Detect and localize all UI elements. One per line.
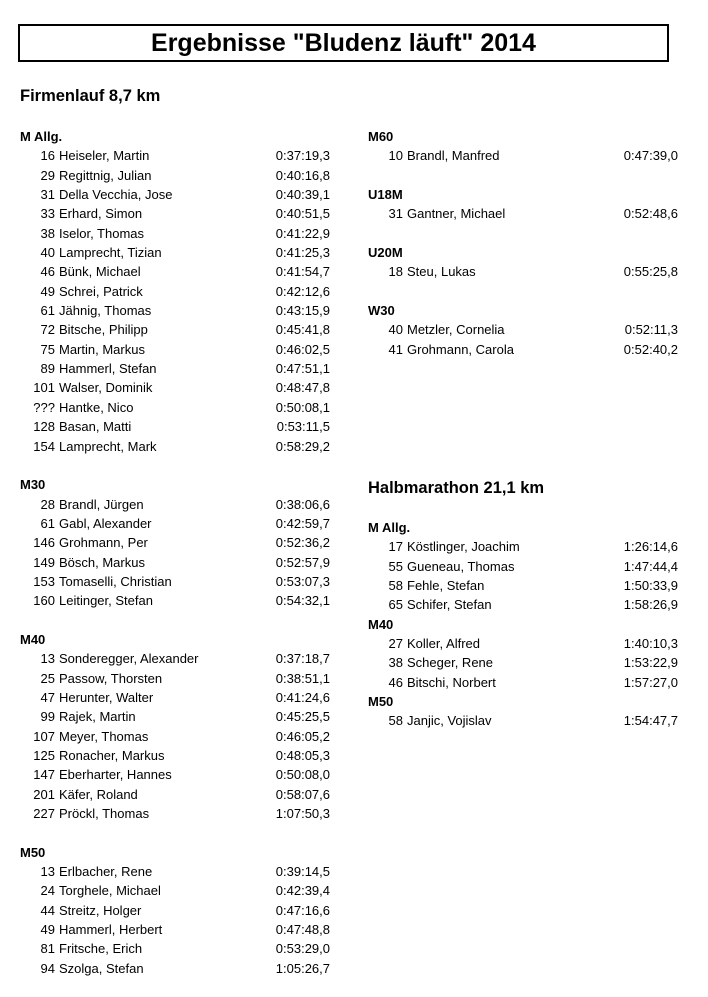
- halbmarathon-column: [368, 518, 678, 731]
- race-heading-firmenlauf: Firmenlauf 8,7 km: [20, 87, 161, 105]
- finish-time: 0:47:48,8: [275, 922, 330, 938]
- finish-time: 0:54:32,1: [275, 593, 330, 609]
- result-row: [20, 417, 330, 436]
- runner-name: Lamprecht, Tizian: [59, 245, 162, 261]
- runner-name: Basan, Matti: [59, 419, 132, 435]
- bib-number: 49: [40, 922, 55, 938]
- group-spacer: [20, 823, 330, 842]
- result-row: [20, 862, 330, 881]
- runner-name: Bitschi, Norbert: [407, 674, 496, 690]
- runner-name: Fehle, Stefan: [407, 578, 485, 594]
- bib-number: 31: [40, 187, 55, 203]
- firmenlauf-right-column: [368, 127, 678, 359]
- runner-name: Köstlinger, Joachim: [407, 539, 520, 555]
- result-row: [20, 765, 330, 784]
- finish-time: 0:40:51,5: [275, 206, 330, 222]
- finish-time: 0:37:18,7: [275, 651, 330, 667]
- runner-name: Hammerl, Stefan: [59, 361, 157, 377]
- result-row: [20, 727, 330, 746]
- bib-number: 47: [40, 689, 55, 705]
- bib-number: 72: [40, 322, 55, 338]
- finish-time: 0:46:05,2: [275, 728, 330, 744]
- result-row: [368, 262, 678, 281]
- finish-time: 0:47:51,1: [275, 361, 330, 377]
- bib-number: 10: [388, 148, 403, 164]
- bib-number: 227: [33, 806, 55, 822]
- result-row: [368, 340, 678, 359]
- bib-number: 18: [388, 264, 403, 280]
- bib-number: 125: [33, 748, 55, 763]
- result-row: [20, 495, 330, 514]
- finish-time: 0:46:02,5: [275, 341, 330, 357]
- runner-name: Ronacher, Markus: [59, 748, 165, 763]
- finish-time: 0:48:05,3: [275, 748, 330, 763]
- bib-number: 49: [40, 283, 55, 299]
- category-heading: M30: [20, 477, 46, 493]
- runner-name: Regittnig, Julian: [59, 167, 152, 183]
- category-heading: M Allg.: [368, 520, 411, 535]
- runner-name: Erlbacher, Rene: [59, 864, 153, 880]
- bib-number: 38: [40, 225, 55, 241]
- finish-time: 1:53:22,9: [623, 655, 678, 671]
- bib-number: 160: [33, 593, 55, 609]
- finish-time: 0:43:15,9: [275, 303, 330, 319]
- result-row: [20, 204, 330, 223]
- runner-name: Bösch, Markus: [59, 554, 145, 570]
- runner-name: Meyer, Thomas: [59, 728, 149, 744]
- runner-name: Steu, Lukas: [407, 264, 476, 280]
- category-heading: W30: [368, 303, 395, 319]
- result-row: [20, 707, 330, 726]
- bib-number: 40: [388, 322, 403, 338]
- bib-number: ???: [33, 399, 55, 415]
- runner-name: Schifer, Stefan: [407, 597, 492, 613]
- runner-name: Käfer, Roland: [59, 786, 138, 802]
- category-heading: M50: [20, 844, 46, 860]
- runner-name: Bünk, Michael: [59, 264, 141, 280]
- result-row: [368, 537, 678, 556]
- result-row: [20, 437, 330, 456]
- bib-number: 13: [40, 864, 55, 880]
- bib-number: 25: [40, 670, 55, 686]
- bib-number: 75: [40, 341, 55, 357]
- runner-name: Grohmann, Carola: [407, 341, 514, 357]
- category-heading: M60: [368, 129, 394, 144]
- result-row: [20, 166, 330, 185]
- finish-time: 0:52:36,2: [275, 535, 330, 551]
- result-row: [20, 185, 330, 204]
- runner-name: Leitinger, Stefan: [59, 593, 153, 609]
- finish-time: 0:53:29,0: [275, 941, 330, 957]
- bib-number: 46: [388, 674, 403, 690]
- result-row: [20, 553, 330, 572]
- result-row: [368, 595, 678, 614]
- category-heading: M40: [368, 616, 394, 632]
- result-row: [368, 711, 678, 730]
- runner-name: Scheger, Rene: [407, 655, 494, 671]
- race-heading-halbmarathon: Halbmarathon 21,1 km: [368, 479, 545, 497]
- bib-number: 149: [33, 554, 55, 570]
- finish-time: 0:47:16,6: [275, 902, 330, 918]
- runner-name: Metzler, Cornelia: [407, 322, 505, 338]
- finish-time: 1:47:44,4: [623, 558, 678, 574]
- result-row: [20, 920, 330, 939]
- runner-name: Torghele, Michael: [59, 883, 161, 899]
- bib-number: 101: [33, 380, 55, 396]
- result-row: [20, 243, 330, 262]
- group-spacer: [368, 282, 678, 301]
- result-row: [368, 204, 678, 223]
- bib-number: 146: [33, 535, 55, 551]
- bib-number: 29: [40, 167, 55, 183]
- bib-number: 31: [388, 206, 403, 222]
- runner-name: Grohmann, Per: [59, 535, 148, 551]
- bib-number: 40: [40, 245, 55, 261]
- runner-name: Sonderegger, Alexander: [59, 651, 199, 667]
- runner-name: Lamprecht, Mark: [59, 438, 157, 454]
- finish-time: 0:42:12,6: [275, 283, 330, 299]
- finish-time: 0:39:14,5: [275, 864, 330, 880]
- category-heading: M40: [20, 631, 46, 647]
- finish-time: 0:38:51,1: [275, 670, 330, 686]
- result-row: [20, 939, 330, 958]
- result-row: [20, 146, 330, 165]
- bib-number: 65: [388, 597, 403, 613]
- finish-time: 0:52:40,2: [623, 341, 678, 357]
- bib-number: 128: [33, 419, 55, 435]
- result-row: [20, 669, 330, 688]
- bib-number: 58: [388, 578, 403, 594]
- bib-number: 16: [40, 148, 55, 164]
- finish-time: 0:41:54,7: [275, 264, 330, 280]
- runner-name: Rajek, Martin: [59, 709, 136, 725]
- runner-name: Passow, Thorsten: [59, 670, 163, 686]
- finish-time: 1:05:26,7: [275, 960, 330, 976]
- runner-name: Gantner, Michael: [407, 206, 506, 222]
- bib-number: 201: [33, 786, 55, 802]
- firmenlauf-left-column: [20, 127, 330, 978]
- runner-name: Della Vecchia, Jose: [59, 187, 173, 203]
- bib-number: 28: [40, 496, 55, 512]
- bib-number: 147: [33, 767, 55, 783]
- result-row: [20, 572, 330, 591]
- result-row: [368, 320, 678, 339]
- finish-time: 1:58:26,9: [623, 597, 678, 613]
- bib-number: 153: [33, 573, 55, 589]
- finish-time: 0:50:08,1: [275, 399, 330, 415]
- document-title: Ergebnisse "Bludenz läuft" 2014: [151, 28, 536, 57]
- group-spacer: [368, 224, 678, 243]
- bib-number: 89: [40, 361, 55, 377]
- bib-number: 24: [40, 883, 55, 899]
- runner-name: Fritsche, Erich: [59, 941, 143, 957]
- bib-number: 99: [40, 709, 55, 725]
- finish-time: 0:42:39,4: [275, 883, 330, 899]
- finish-time: 0:52:11,3: [624, 322, 678, 338]
- runner-name: Jähnig, Thomas: [59, 303, 152, 319]
- finish-time: 0:45:41,8: [275, 322, 330, 338]
- result-row: [20, 378, 330, 397]
- result-row: [368, 634, 678, 653]
- result-row: [20, 804, 330, 823]
- result-row: [20, 320, 330, 339]
- result-row: [20, 881, 330, 900]
- finish-time: 1:50:33,9: [623, 578, 678, 594]
- result-row: [20, 301, 330, 320]
- finish-time: 0:58:29,2: [275, 438, 330, 454]
- finish-time: 0:40:39,1: [275, 187, 330, 203]
- bib-number: 27: [388, 636, 403, 652]
- group-spacer: [20, 611, 330, 630]
- result-row: [20, 514, 330, 533]
- bib-number: 154: [33, 438, 55, 454]
- document-title-box: [18, 24, 669, 62]
- bib-number: 41: [388, 341, 403, 357]
- runner-name: Janjic, Vojislav: [407, 713, 492, 729]
- runner-name: Erhard, Simon: [59, 206, 143, 222]
- finish-time: 0:53:07,3: [275, 573, 330, 589]
- runner-name: Tomaselli, Christian: [59, 573, 172, 589]
- finish-time: 0:41:22,9: [275, 225, 330, 241]
- bib-number: 61: [40, 303, 55, 319]
- result-row: [20, 533, 330, 552]
- runner-name: Brandl, Manfred: [407, 148, 500, 164]
- runner-name: Gueneau, Thomas: [407, 558, 515, 574]
- category-heading: U20M: [368, 245, 403, 261]
- finish-time: 1:40:10,3: [623, 636, 678, 652]
- runner-name: Pröckl, Thomas: [59, 806, 150, 822]
- result-row: [368, 146, 678, 165]
- result-row: [368, 653, 678, 672]
- finish-time: 0:37:19,3: [275, 148, 330, 164]
- runner-name: Iselor, Thomas: [59, 225, 145, 241]
- category-heading: M Allg.: [20, 129, 63, 144]
- bib-number: 61: [40, 515, 55, 531]
- runner-name: Streitz, Holger: [59, 902, 142, 918]
- result-row: [368, 557, 678, 576]
- finish-time: 0:45:25,5: [275, 709, 330, 725]
- runner-name: Brandl, Jürgen: [59, 496, 144, 512]
- finish-time: 0:47:39,0: [623, 148, 678, 164]
- result-row: [20, 340, 330, 359]
- result-row: [20, 398, 330, 417]
- result-row: [20, 359, 330, 378]
- bib-number: 44: [40, 902, 55, 918]
- finish-time: 1:26:14,6: [623, 539, 678, 555]
- result-row: [20, 262, 330, 281]
- finish-time: 1:57:27,0: [623, 674, 678, 690]
- category-heading: M50: [368, 694, 394, 710]
- bib-number: 46: [40, 264, 55, 280]
- finish-time: 0:42:59,7: [275, 515, 330, 531]
- bib-number: 94: [40, 960, 55, 976]
- result-row: [20, 901, 330, 920]
- result-row: [20, 649, 330, 668]
- finish-time: 0:52:57,9: [275, 554, 330, 570]
- result-row: [368, 576, 678, 595]
- group-spacer: [368, 166, 678, 185]
- finish-time: 0:41:24,6: [275, 689, 330, 705]
- result-row: [20, 591, 330, 610]
- bib-number: 17: [388, 539, 403, 555]
- result-row: [20, 224, 330, 243]
- runner-name: Koller, Alfred: [407, 636, 480, 652]
- runner-name: Bitsche, Philipp: [59, 322, 148, 338]
- finish-time: 0:48:47,8: [275, 380, 330, 396]
- finish-time: 0:50:08,0: [275, 767, 330, 783]
- bib-number: 38: [388, 655, 403, 671]
- bib-number: 33: [40, 206, 55, 222]
- bib-number: 81: [40, 941, 55, 957]
- runner-name: Heiseler, Martin: [59, 148, 150, 164]
- finish-time: 1:54:47,7: [623, 713, 678, 729]
- finish-time: 0:55:25,8: [623, 264, 678, 280]
- runner-name: Gabl, Alexander: [59, 515, 152, 531]
- result-row: [20, 688, 330, 707]
- result-row: [20, 282, 330, 301]
- result-row: [20, 959, 330, 978]
- runner-name: Walser, Dominik: [59, 380, 153, 396]
- finish-time: 1:07:50,3: [275, 806, 330, 822]
- runner-name: Martin, Markus: [59, 341, 145, 357]
- bib-number: 107: [33, 728, 55, 744]
- result-row: [368, 673, 678, 692]
- runner-name: Szolga, Stefan: [59, 960, 144, 976]
- bib-number: 55: [388, 558, 403, 574]
- runner-name: Hantke, Nico: [59, 399, 134, 415]
- finish-time: 0:53:11,5: [276, 419, 330, 435]
- runner-name: Hammerl, Herbert: [59, 922, 163, 938]
- category-heading: U18M: [368, 187, 403, 203]
- runner-name: Herunter, Walter: [59, 689, 154, 705]
- bib-number: 58: [388, 713, 403, 729]
- group-spacer: [20, 456, 330, 475]
- runner-name: Schrei, Patrick: [59, 283, 143, 299]
- result-row: [20, 746, 330, 765]
- result-row: [20, 785, 330, 804]
- finish-time: 0:52:48,6: [623, 206, 678, 222]
- runner-name: Eberharter, Hannes: [59, 767, 172, 783]
- bib-number: 13: [40, 651, 55, 667]
- finish-time: 0:41:25,3: [275, 245, 330, 261]
- finish-time: 0:58:07,6: [275, 786, 330, 802]
- finish-time: 0:40:16,8: [275, 167, 330, 183]
- finish-time: 0:38:06,6: [275, 496, 330, 512]
